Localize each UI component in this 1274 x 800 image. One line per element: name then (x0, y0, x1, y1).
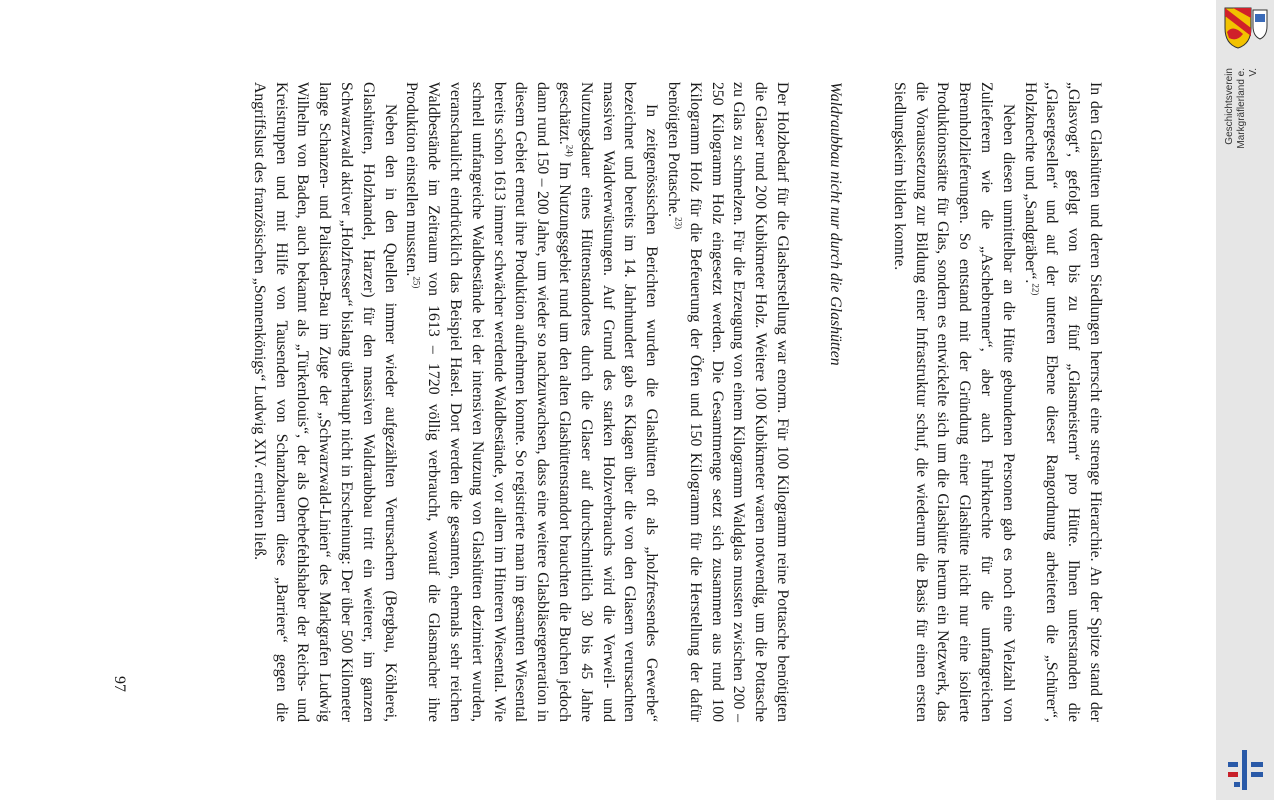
paragraph-text: Der Holzbedarf für die Glasherstellung war enorm. Für 100 Kilogramm reine Pottasche benötigten die Glaser rund 200 Kubikmeter Holz. Weitere 100 Kubikmeter waren notwendig, um die Pottasche zu Glas zu schmelzen. Für die Erzeugung von einem Kilogramm Waldglas mussten zwischen 200 – 250 Kilogramm Holz eingesetzt werden. Die Gesamtmenge setzt sich zusammen aus rund 100 Kilogramm Holz für die Befeuerung der Öfen und 150 Kilogramm für die Herstellung der dafür benötigten Pottasche. (665, 82, 792, 722)
paragraph-text: Im Nutzungsgebiet rund um den alten Glashüttenstandort brauchten die Buchen jedoch dann rund 150 – 200 Jahre, um wieder so nachzuwachsen, dass eine weitere Glasbläsergeneration in diesem Gebiet erneut ihre Produktion aufnehmen konnte. So registrierte man im gesamten Wiesental bereits schon 1613 immer schwächer werdende Waldbestände, vor allem im Hinteren Wiesental. Wie schnell umfangreiche Waldbestände bei der intensiven Nutzung von Glashütten dezimiert wurden, veranschaulicht eindrücklich das Beispiel Hasel. Dort werden die gesamten, ehemals sehr reichen Waldbestände im Zeitraum von 1613 – 1720 völlig verbraucht, worauf die Glasmacher ihre Produktion einstellen mussten. (403, 82, 574, 722)
footnote-ref: 22) (1029, 283, 1040, 296)
body-text (248, 82, 1106, 722)
paragraph-hierarchy (1019, 82, 1106, 722)
paragraph-wood-eater: Neben den in den Quellen immer wieder aufgezählten Verursachern (Bergbau, Köhlerei, Glashütten, Holzhandel, Harzer) für den massiven Waldraubbau tritt ein weiterer, im ganzen Schwarzwald aktiver „Holzfresser“ bislang überhaupt nicht in Erscheinung: Der über 500 Kilometer lange Schanzen- und Palisaden-Bau im Zuge der „Schwarzwald-Linien“ des Markgrafen Ludwig Wilhelm von Baden, auch bekannt als „Türkenlouis“, der als Oberbefehlshaber der Reichs- und Kreistruppen und mit Hilfe von Tausenden von Schanzbauern diese „Barriere“ gegen die Angriffslust des französischen „Sonnenkönigs“ Ludwig XIV. errichten ließ. (250, 82, 399, 722)
paragraph-suppliers: Neben diesen unmittelbar an die Hütte gebundenen Personen gab es noch eine Vielzahl von Zulieferern wie die „Aschebrenner“, aber auch Fuhrknechte für die umfangreichen Brennholzlieferungen. So entstand mit der Gründung einer Glashütte nicht nur eine isolierte Produktionsstätte für Glas, sondern es entwickelte sich um die Glashütte herum ein Netzwerk, das die Voraussetzung zur Bildung einer Infrastruktur schuf, die wiederum die Basis für einen ersten Siedlungskeim bilden konnte. (890, 82, 1017, 722)
paragraph-wood-demand (662, 82, 793, 722)
right-sidebar (1216, 0, 1274, 800)
page-number: 97 (111, 676, 128, 692)
association-label (1224, 68, 1264, 158)
footnote-ref: 24) (564, 144, 575, 157)
section-heading-text: Waldraubbau nicht nur durch die Glashütten (827, 82, 845, 366)
footnote-ref: 23) (673, 217, 684, 230)
association-name-line1: Geschichtsverein (1224, 68, 1235, 145)
paragraph-text: In zeitgenössischen Berichten wurden die Glashütten oft als „holzfressendes Gewerbe“ bezeichnet und bereits im 14. Jahrhundert gab es Klagen über die von den Glasern verursachten massiven Waldverwüstungen. Auf Grund des starken Holzverbrauchs wird die Verweil- und Nutzungsdauer eines Hüttenstandortes durch die Glaser auf durchschnittlich 30 bis 45 Jahre geschätzt. (556, 82, 661, 722)
paragraph-text: In den Glashütten und deren Siedlungen herrscht eine strenge Hierarchie. An der Spitze stand der „Glasvogt“, gefolgt von bis zu fünf „Glasmeistern“ pro Hütte. Ihnen unterstanden die „Glasergesellen“ und auf der unteren Ebene dieser Rangordnung arbeiteten die „Schürer“, Holzknechte und „Sandgräber“. (1021, 82, 1104, 722)
section-heading (793, 82, 845, 722)
paragraph-forest-destruction (401, 82, 663, 722)
association-name-line2: Markgräflerland e. V. (1236, 68, 1259, 149)
footnote-ref: 25) (411, 276, 422, 289)
coat-of-arms-icon (1221, 6, 1269, 50)
university-library-logo-icon (1224, 748, 1268, 792)
